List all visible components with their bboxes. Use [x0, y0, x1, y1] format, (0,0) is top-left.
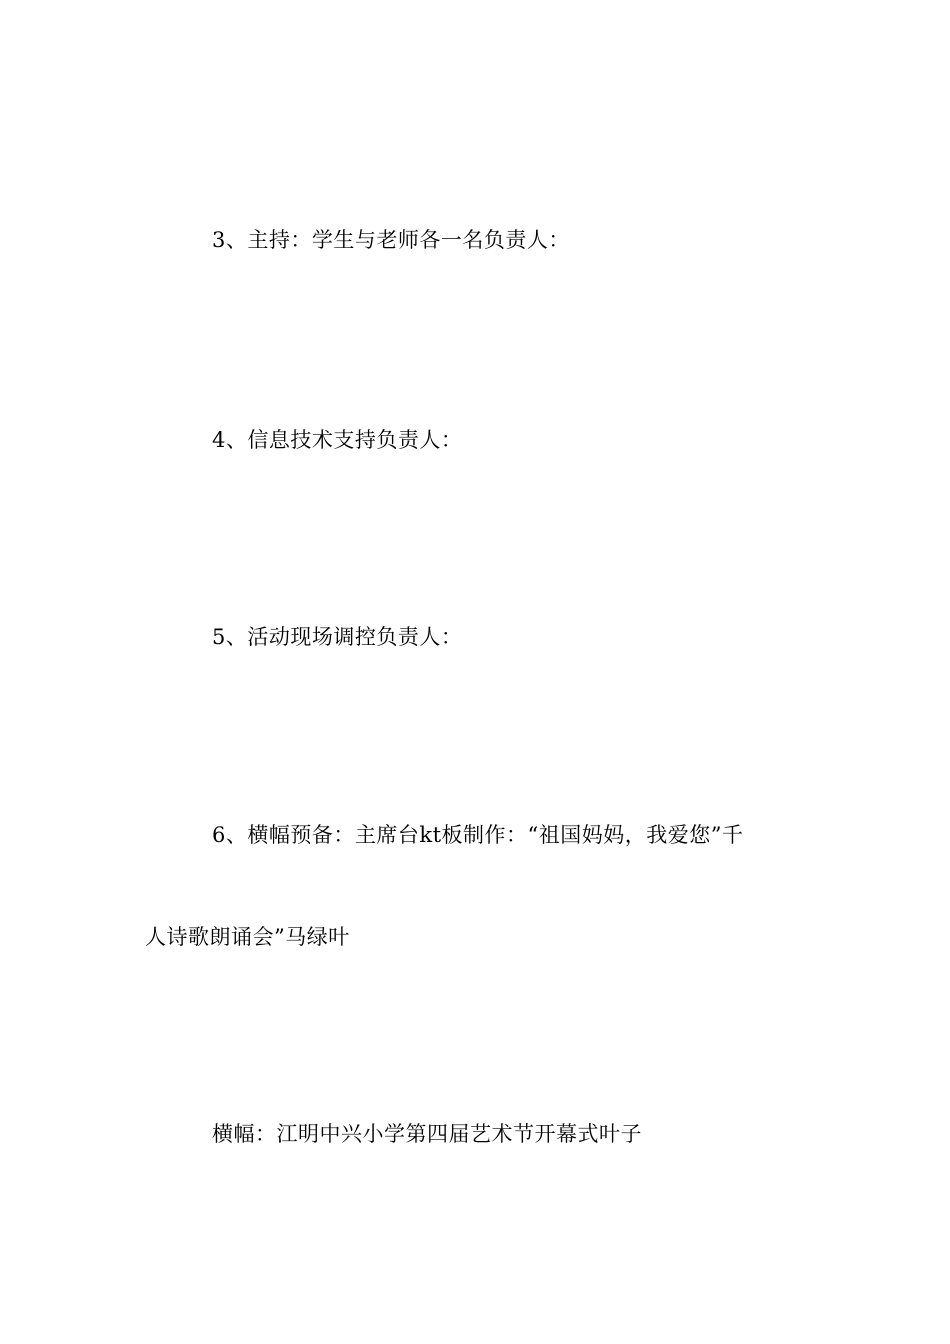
banner-text: 横幅：江明中兴小学第四届艺术节开幕式叶子 [212, 1122, 642, 1146]
item-6-banner-prep: 6、横幅预备：主席台kt板制作：“祖国妈妈，我爱您”千 [212, 823, 744, 847]
item-4-it-support: 4、信息技术支持负责人： [212, 428, 463, 452]
item-6-banner-prep-continued: 人诗歌朗诵会”马绿叶 [145, 925, 350, 949]
item-3-host: 3、主持：学生与老师各一名负责人： [212, 228, 570, 252]
item-5-onsite-control: 5、活动现场调控负责人： [212, 625, 463, 649]
